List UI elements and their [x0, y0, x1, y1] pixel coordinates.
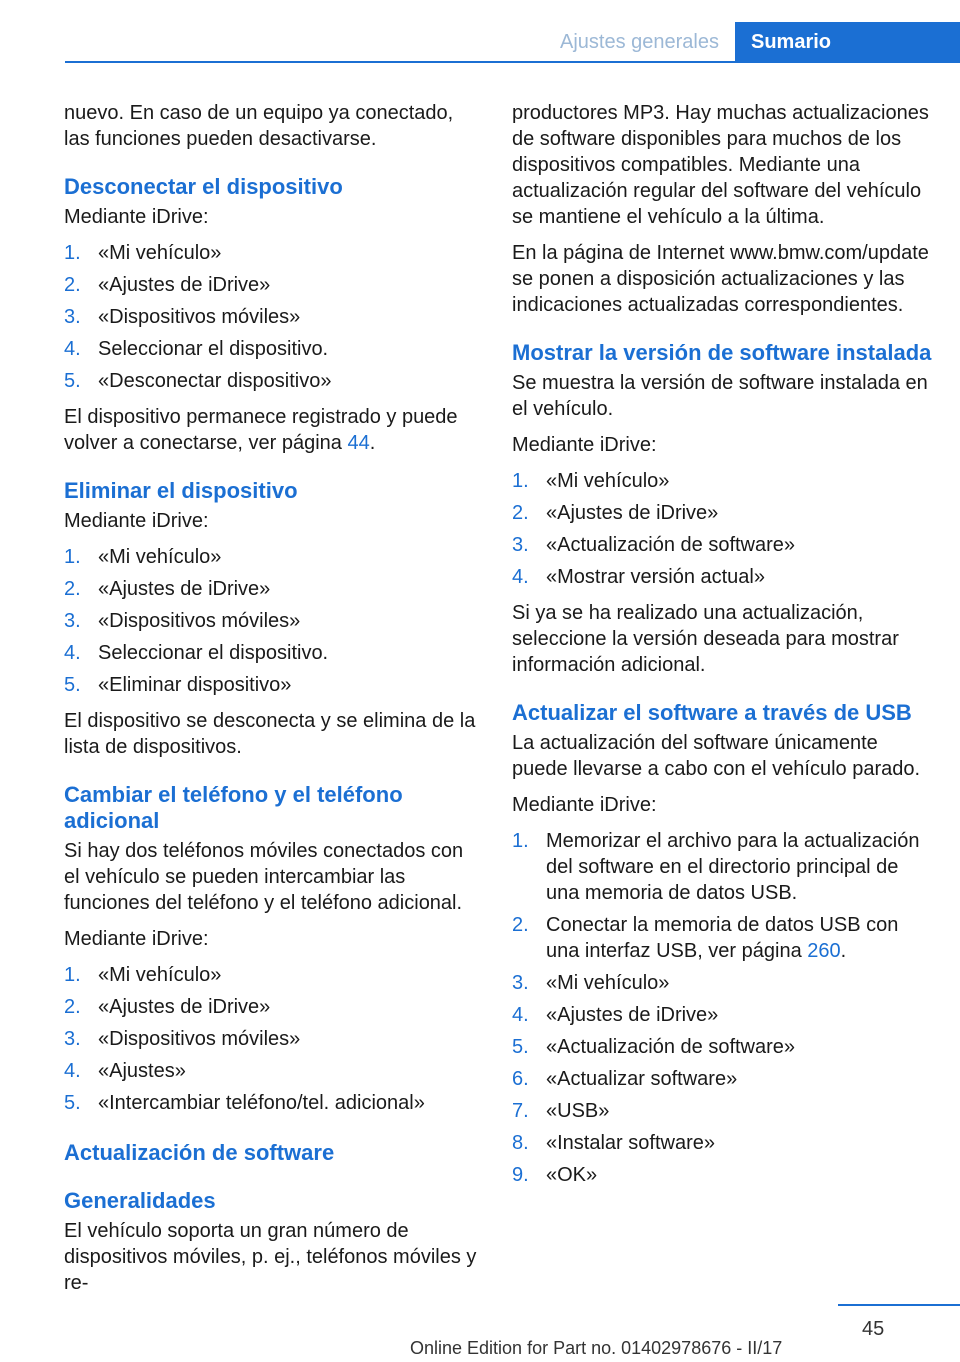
body-text: Si ya se ha realizado una actualización, seleccione la versión deseada para mostrar información adicional.	[512, 602, 899, 676]
step-list	[512, 468, 932, 590]
body-text: El dispositivo se desconecta y se elimina de la lista de dispositivos.	[64, 710, 476, 758]
summary-tab[interactable]: Sumario	[735, 22, 960, 62]
list-item: 2. «Ajustes de iDrive»	[64, 274, 271, 296]
section-heading: Eliminar el dispositivo	[64, 478, 298, 503]
list-item: 4. «Ajustes»	[64, 1060, 186, 1082]
left-column	[64, 100, 484, 1306]
list-item: 5. «Intercambiar teléfono/tel. adicional»	[64, 1092, 425, 1114]
page-number: 45	[862, 1318, 885, 1340]
list-item: 1. «Mi vehículo»	[64, 546, 222, 568]
intro-text: nuevo. En caso de un equipo ya conectado, las funciones pueden desactivarse.	[64, 102, 454, 150]
list-item: 1. «Mi vehículo»	[64, 242, 222, 264]
list-item: 2. «Ajustes de iDrive»	[64, 996, 271, 1018]
list-item: 1. «Mi vehículo»	[512, 470, 670, 492]
lead-text: Mediante iDrive:	[512, 434, 657, 456]
section-heading: Mostrar la versión de software instalada	[512, 340, 932, 365]
step-list	[64, 240, 484, 394]
lead-text: Mediante iDrive:	[64, 928, 209, 950]
list-item: 3. «Mi vehículo»	[512, 972, 670, 994]
list-item: 2. «Ajustes de iDrive»	[512, 502, 719, 524]
lead-text: Mediante iDrive:	[512, 794, 657, 816]
lead-text: Mediante iDrive:	[64, 206, 209, 228]
step-list	[64, 962, 484, 1116]
section-tab[interactable]: Ajustes generales	[560, 31, 719, 53]
list-item: 3. «Dispositivos móviles»	[64, 610, 301, 632]
list-item: 2. «Ajustes de iDrive»	[64, 578, 271, 600]
intro-text: productores MP3. Hay muchas actualizaciones de software disponibles para muchos de los dispositivos compatibles. Mediante una actualización regular del software del vehículo se mantiene el vehículo a la última.	[512, 102, 929, 228]
list-item: 4. Seleccionar el dispositivo.	[64, 642, 329, 664]
list-item: 4. «Ajustes de iDrive»	[512, 1004, 719, 1026]
page-link[interactable]: 44	[347, 432, 370, 454]
step-list	[512, 828, 932, 1188]
section-heading: Cambiar el teléfono y el teléfono adicional	[64, 782, 403, 833]
list-item: 4. Seleccionar el dispositivo.	[64, 338, 329, 360]
list-item: 5. «Desconectar dispositivo»	[64, 370, 332, 392]
list-item: 3. «Dispositivos móviles»	[64, 306, 301, 328]
section-heading: Actualizar el software a través de USB	[512, 700, 912, 725]
list-item: 3. «Dispositivos móviles»	[64, 1028, 301, 1050]
list-item: 7. «USB»	[512, 1100, 610, 1122]
step-list	[64, 544, 484, 698]
body-text: En la página de Internet www.bmw.com/update se ponen a disposición actualizaciones y las indicaciones actualizadas correspondientes.	[512, 242, 929, 316]
footer-rule	[838, 1304, 960, 1306]
body-text: Se muestra la versión de software instalada en el vehículo.	[512, 372, 928, 420]
list-item: 4. «Mostrar versión actual»	[512, 566, 765, 588]
list-item: 5. «Actualización de software»	[512, 1036, 796, 1058]
right-column	[512, 100, 932, 1198]
list-item: 2. Conectar la memoria de datos USB con una interfaz USB, ver página 260.	[512, 914, 899, 962]
list-item: 6. «Actualizar software»	[512, 1068, 738, 1090]
header-rule	[65, 61, 960, 63]
lead-text: Mediante iDrive:	[64, 510, 209, 532]
edition-footer: Online Edition for Part no. 01402978676 - II/17	[410, 1338, 783, 1358]
list-item: 5. «Eliminar dispositivo»	[64, 674, 292, 696]
header-tabs	[560, 22, 960, 62]
body-text: Si hay dos teléfonos móviles conectados con el vehículo se pueden intercambiar las funciones del teléfono y el teléfono adicional.	[64, 840, 464, 914]
section-heading: Generalidades	[64, 1188, 216, 1213]
list-item: 8. «Instalar software»	[512, 1132, 715, 1154]
section-heading: Desconectar el dispositivo	[64, 174, 343, 199]
body-text: La actualización del software únicamente puede llevarse a cabo con el vehículo parado.	[512, 732, 921, 780]
list-item: 3. «Actualización de software»	[512, 534, 796, 556]
body-text: El dispositivo permanece registrado y puede volver a conectarse, ver página 44.	[64, 406, 458, 454]
page-link[interactable]: 260	[807, 940, 841, 962]
body-text: El vehículo soporta un gran número de dispositivos móviles, p. ej., teléfonos móviles y re-	[64, 1220, 477, 1294]
list-item: 9. «OK»	[512, 1164, 598, 1186]
list-item: 1. «Mi vehículo»	[64, 964, 222, 986]
list-item: 1. Memorizar el archivo para la actualización del software en el directorio principal de una memoria de datos USB.	[512, 830, 920, 904]
chapter-heading: Actualización de software	[64, 1140, 335, 1165]
